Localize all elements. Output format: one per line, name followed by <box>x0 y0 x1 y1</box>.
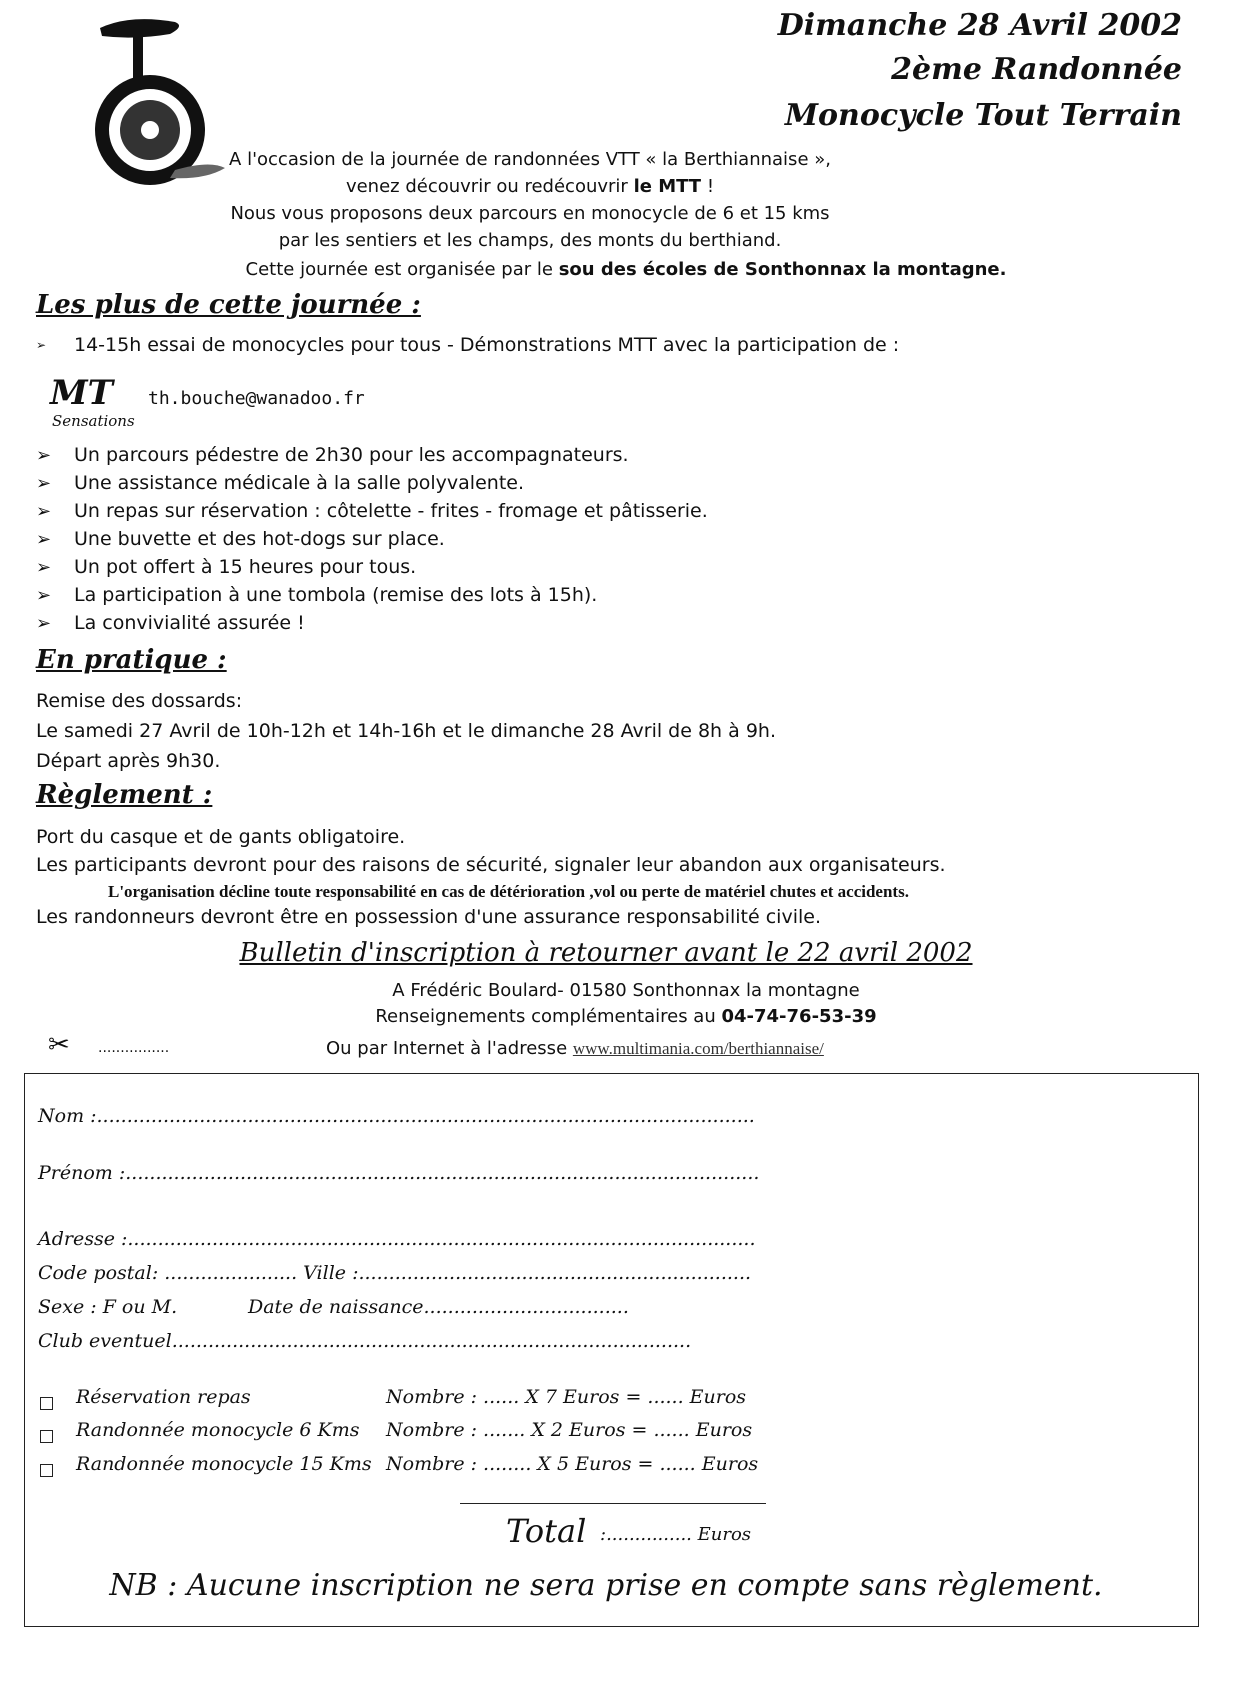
arrow-icon: ➢ <box>36 612 52 634</box>
intro-line-3: Nous vous proposons deux parcours en monocycle de 6 et 15 kms <box>230 203 830 224</box>
arrow-icon: ➢ <box>36 556 52 578</box>
rando-6-label: Randonnée monocycle 6 Kms <box>76 1419 360 1441</box>
demo-line <box>36 334 899 356</box>
arrow-icon: ➢ <box>36 584 52 606</box>
total-divider <box>460 1503 766 1504</box>
list-item-text: La convivialité assurée ! <box>74 612 305 634</box>
list-item <box>36 444 629 466</box>
prenom-field[interactable]: Prénom :......................................................................................................... <box>38 1162 760 1184</box>
list-item <box>36 556 416 578</box>
small-arrow-icon: ➢ <box>36 338 47 352</box>
contact-email: th.bouche@wanadoo.fr <box>148 388 365 409</box>
intro-mtt: le MTT <box>633 176 702 197</box>
demo-text: 14-15h essai de monocycles pour tous - Démonstrations MTT avec la participation de : <box>74 334 900 356</box>
intro-line-5 <box>0 256 1252 283</box>
checkbox-icon[interactable] <box>40 1464 53 1477</box>
event-name: Monocycle Tout Terrain <box>784 98 1182 133</box>
cut-line: ................ <box>98 1040 170 1056</box>
pratique-title: En pratique : <box>36 645 227 675</box>
list-item-text: Une assistance médicale à la salle polyvalente. <box>74 472 524 494</box>
event-date: Dimanche 28 Avril 2002 <box>777 8 1182 43</box>
checkbox-rando-15[interactable] <box>40 1462 53 1481</box>
list-item-text: Un repas sur réservation : côtelette - frites - fromage et pâtisserie. <box>74 500 708 522</box>
list-item <box>36 528 445 550</box>
intro-exclaim: ! <box>706 176 715 197</box>
reglement-line-2: Les participants devront pour des raisons de sécurité, signaler leur abandon aux organisateurs. <box>36 854 946 876</box>
repas-nombre[interactable]: Nombre : ...... X 7 Euros = ...... Euros <box>386 1386 747 1408</box>
code-postal-field[interactable]: Code postal: ...................... Ville :................................................................. <box>38 1262 752 1284</box>
bulletin-info <box>0 1006 1252 1027</box>
intro-line-2-text: venez découvrir ou redécouvrir <box>345 176 628 197</box>
arrow-icon: ➢ <box>36 472 52 494</box>
sexe-field[interactable]: Sexe : F ou M. <box>38 1296 178 1318</box>
event-edition: 2ème Randonnée <box>891 52 1182 87</box>
arrow-icon: ➢ <box>36 444 52 466</box>
plus-title: Les plus de cette journée : <box>36 290 421 320</box>
adresse-field[interactable]: Adresse :........................................................................................................ <box>38 1228 756 1250</box>
repas-label: Réservation repas <box>76 1386 251 1408</box>
reglement-line-4: Les randonneurs devront être en possession d'une assurance responsabilité civile. <box>36 906 821 928</box>
bulletin-info-text: Renseignements complémentaires au <box>375 1006 716 1027</box>
scissors-icon: ✂ <box>48 1030 70 1060</box>
list-item-text: Une buvette et des hot-dogs sur place. <box>74 528 445 550</box>
list-item <box>36 584 597 606</box>
svg-text:Sensations: Sensations <box>52 412 135 430</box>
rando-15-nombre[interactable]: Nombre : ........ X 5 Euros = ...... Euros <box>386 1453 759 1475</box>
bulletin-address: A Frédéric Boulard- 01580 Sonthonnax la montagne <box>392 980 860 1001</box>
intro-line-4: par les sentiers et les champs, des monts du berthiand. <box>278 230 782 251</box>
intro-line-2 <box>30 173 1030 200</box>
reglement-line-3: L'organisation décline toute responsabilité en cas de détérioration ,vol ou perte de matériel chutes et accidents. <box>108 882 909 901</box>
pratique-line: Le samedi 27 Avril de 10h-12h et 14h-16h et le dimanche 28 Avril de 8h à 9h. <box>36 720 776 742</box>
naissance-field[interactable]: Date de naissance.................................. <box>248 1296 629 1318</box>
checkbox-repas[interactable] <box>40 1395 53 1414</box>
bulletin-title: Bulletin d'inscription à retourner avant le 22 avril 2002 <box>239 938 973 968</box>
arrow-icon: ➢ <box>36 528 52 550</box>
list-item-text: La participation à une tombola (remise des lots à 15h). <box>74 584 598 606</box>
bulletin-internet-text: Ou par Internet à l'adresse <box>326 1038 568 1059</box>
list-item <box>36 472 524 494</box>
bulletin-phone: 04-74-76-53-39 <box>721 1006 877 1027</box>
intro-line-1: A l'occasion de la journée de randonnées VTT « la Berthiannaise », <box>229 149 831 170</box>
intro-org-text: Cette journée est organisée par le <box>245 259 553 280</box>
list-item-text: Un parcours pédestre de 2h30 pour les accompagnateurs. <box>74 444 629 466</box>
svg-text:MT: MT <box>50 373 113 413</box>
mtt-sensations-logo <box>48 368 138 432</box>
rando-15-label: Randonnée monocycle 15 Kms <box>76 1453 372 1475</box>
list-item <box>36 612 305 634</box>
intro-org-name: sou des écoles de Sonthonnax la montagne. <box>558 259 1007 280</box>
checkbox-icon[interactable] <box>40 1397 53 1410</box>
pratique-line: Départ après 9h30. <box>36 750 221 772</box>
rando-6-nombre[interactable]: Nombre : ....... X 2 Euros = ...... Euros <box>386 1419 753 1441</box>
bulletin-url[interactable]: www.multimania.com/berthiannaise/ <box>572 1039 824 1058</box>
pratique-line: Remise des dossards: <box>36 690 243 712</box>
bulletin-internet <box>326 1038 824 1059</box>
nb-note: NB : Aucune inscription ne sera prise en compte sans règlement. <box>109 1568 1103 1603</box>
reglement-title: Règlement : <box>36 780 213 810</box>
checkbox-icon[interactable] <box>40 1430 53 1443</box>
total-value[interactable]: :............... Euros <box>600 1524 752 1545</box>
reglement-line-1: Port du casque et de gants obligatoire. <box>36 826 406 848</box>
arrow-icon: ➢ <box>36 500 52 522</box>
checkbox-rando-6[interactable] <box>40 1428 53 1447</box>
nom-field[interactable]: Nom :............................................................................................................. <box>38 1105 755 1127</box>
list-item <box>36 500 708 522</box>
club-field[interactable]: Club eventuel...................................................................................... <box>38 1330 692 1352</box>
total-label: Total <box>506 1512 587 1550</box>
list-item-text: Un pot offert à 15 heures pour tous. <box>74 556 417 578</box>
